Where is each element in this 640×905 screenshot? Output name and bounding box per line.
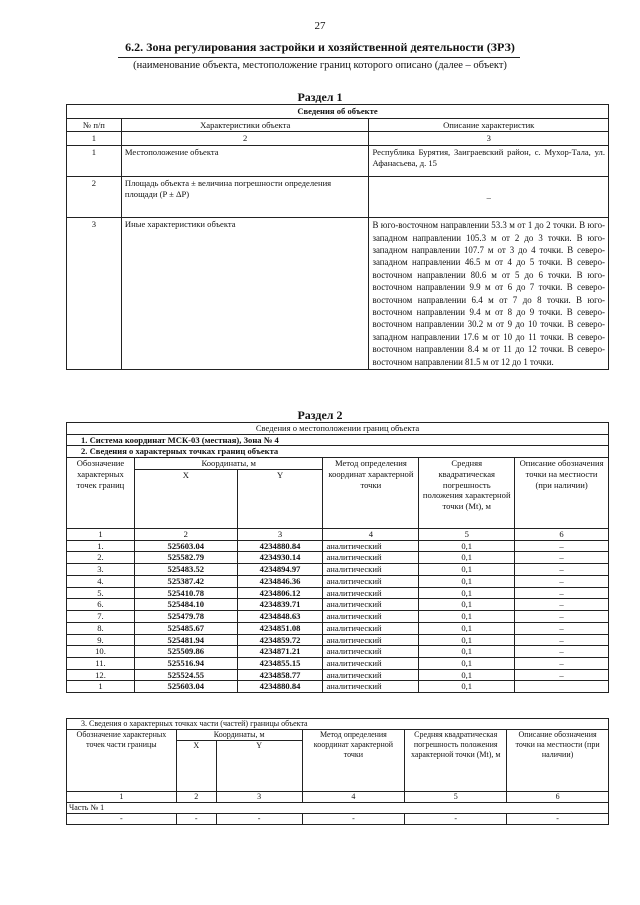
y-coordinate: 4234894.97	[237, 564, 323, 576]
method-value: аналитический	[323, 564, 419, 576]
part-label: Часть № 1	[67, 803, 609, 814]
point-label: 8.	[67, 622, 135, 634]
method-value: аналитический	[323, 552, 419, 564]
accuracy-value: 0,1	[419, 669, 515, 681]
point-label: 3.	[67, 564, 135, 576]
header-characteristic: Характеристики объекта	[121, 118, 369, 132]
point-label: 7.	[67, 611, 135, 623]
x-coordinate: 525509.86	[134, 646, 237, 658]
x-coordinate: 525603.04	[134, 540, 237, 552]
table-row	[67, 611, 609, 623]
x-coordinate: 525516.94	[134, 658, 237, 670]
col-number: 4	[323, 528, 419, 540]
accuracy-value: 0,1	[419, 658, 515, 670]
header-description: Описание обозначения точки на местности (при наличии)	[507, 730, 609, 792]
row-number: 2	[67, 177, 122, 218]
method-value: аналитический	[323, 669, 419, 681]
table-row	[67, 681, 609, 693]
point-label: 4.	[67, 575, 135, 587]
page-heading: 6.2. Зона регулирования застройки и хозяйственной деятельности (ЗРЗ)	[125, 40, 515, 54]
accuracy-value: 0,1	[419, 575, 515, 587]
accuracy-value: 0,1	[419, 540, 515, 552]
table-row	[67, 646, 609, 658]
y-coordinate: 4234880.84	[237, 540, 323, 552]
method-value: аналитический	[323, 599, 419, 611]
empty-cell: -	[176, 814, 216, 825]
col-number: 3	[237, 528, 323, 540]
table-row	[67, 146, 609, 177]
accuracy-value: 0,1	[419, 634, 515, 646]
x-coordinate: 525484.10	[134, 599, 237, 611]
x-coordinate: 525483.52	[134, 564, 237, 576]
x-coordinate: 525479.78	[134, 611, 237, 623]
point-label: 6.	[67, 599, 135, 611]
table-header-row	[67, 458, 609, 470]
y-coordinate: 4234880.84	[237, 681, 323, 693]
point-label: 5.	[67, 587, 135, 599]
empty-cell: -	[507, 814, 609, 825]
row-name: Площадь объекта ± величина погрешности определения площади (P ± ΔP)	[121, 177, 369, 218]
row-name: Иные характеристики объекта	[121, 218, 369, 370]
description-value: –	[515, 564, 609, 576]
x-coordinate: 525524.55	[134, 669, 237, 681]
table-row	[67, 564, 609, 576]
row-description: –	[369, 177, 609, 218]
method-value: аналитический	[323, 681, 419, 693]
coordinate-system: 1. Система координат МСК-03 (местная), Зона № 4	[67, 434, 609, 446]
part-points-table	[66, 718, 609, 825]
col-number: 6	[507, 792, 609, 803]
table-row	[67, 575, 609, 587]
object-info-table	[66, 104, 609, 370]
point-label: 1	[67, 681, 135, 693]
row-description: В юго-восточном направлении 53.3 м от 1 до 2 точки. В юго-западном направлении 105.3 м от 2 до 3 точки. В юго-западном направлении 107.7 м от 3 до 4 точки. В северо-западном направлении 46.5 м от 4 до 5 точки. В северо-восточном направлении 80.6 м от 5 до 6 точки. В юго-восточном направлении 9.9 м от 6 до 7 точки. В северо-восточном направлении 6.4 м от 7 до 8 точки. В юго-восточном направлении 9.4 м от 8 до 9 точки. В северо-восточном направлении 30.2 м от 9 до 10 точки. В северо-западном направлении 17.6 м от 10 до 11 точки. В северо-восточном направлении 8.4 м от 11 до 12 точки. В северо-восточном направлении 81.5 м от 12 до 1 точки.	[369, 218, 609, 370]
column-number-row	[67, 528, 609, 540]
method-value: аналитический	[323, 646, 419, 658]
empty-cell: -	[67, 814, 177, 825]
method-value: аналитический	[323, 611, 419, 623]
description-value	[515, 681, 609, 693]
point-label: 12.	[67, 669, 135, 681]
table-header-row	[67, 730, 609, 741]
table-row	[67, 177, 609, 218]
x-coordinate: 525410.78	[134, 587, 237, 599]
coordinates-table	[66, 422, 609, 693]
table-row	[67, 622, 609, 634]
x-coordinate: 525582.79	[134, 552, 237, 564]
object-info-title: Сведения об объекте	[67, 105, 609, 119]
column-number-row	[67, 132, 609, 146]
y-coordinate: 4234871.21	[237, 646, 323, 658]
section-1-title: Раздел 1	[297, 90, 343, 104]
col-number: 6	[515, 528, 609, 540]
description-value: –	[515, 669, 609, 681]
method-value: аналитический	[323, 575, 419, 587]
header-coords: Координаты, м	[134, 458, 323, 470]
point-label: 1.	[67, 540, 135, 552]
header-x: X	[176, 741, 216, 792]
col-number: 2	[134, 528, 237, 540]
col-number: 3	[369, 132, 609, 146]
col-number: 1	[67, 528, 135, 540]
y-coordinate: 4234848.63	[237, 611, 323, 623]
header-point: Обозначение характерных точек границ	[67, 458, 135, 529]
table-row	[67, 669, 609, 681]
description-value: –	[515, 587, 609, 599]
col-number: 4	[302, 792, 405, 803]
col-number: 1	[67, 132, 122, 146]
accuracy-value: 0,1	[419, 564, 515, 576]
description-value: –	[515, 634, 609, 646]
y-coordinate: 4234806.12	[237, 587, 323, 599]
method-value: аналитический	[323, 622, 419, 634]
part-section-title: 3. Сведения о характерных точках части (частей) границы объекта	[67, 719, 609, 730]
section-2-title: Раздел 2	[297, 408, 343, 422]
method-value: аналитический	[323, 634, 419, 646]
y-coordinate: 4234846.36	[237, 575, 323, 587]
column-number-row	[67, 792, 609, 803]
table-header-row	[67, 118, 609, 132]
heading-underline	[118, 57, 520, 58]
x-coordinate: 525485.67	[134, 622, 237, 634]
accuracy-value: 0,1	[419, 599, 515, 611]
y-coordinate: 4234851.08	[237, 622, 323, 634]
description-value: –	[515, 622, 609, 634]
header-description: Описание характеристик	[369, 118, 609, 132]
point-label: 9.	[67, 634, 135, 646]
header-y: Y	[216, 741, 302, 792]
table-row	[67, 552, 609, 564]
accuracy-value: 0,1	[419, 622, 515, 634]
table-row	[67, 658, 609, 670]
header-method: Метод определения координат характерной точки	[323, 458, 419, 529]
page-number: 27	[314, 20, 326, 32]
table-row	[67, 634, 609, 646]
y-coordinate: 4234859.72	[237, 634, 323, 646]
method-value: аналитический	[323, 658, 419, 670]
header-accuracy: Средняя квадратическая погрешность положения характерной точки (Mt), м	[419, 458, 515, 529]
header-num: № п/п	[67, 118, 122, 132]
table-row	[67, 540, 609, 552]
header-accuracy: Средняя квадратическая погрешность положения характерной точки (Mt), м	[405, 730, 507, 792]
x-coordinate: 525481.94	[134, 634, 237, 646]
row-name: Местоположение объекта	[121, 146, 369, 177]
table-row	[67, 599, 609, 611]
accuracy-value: 0,1	[419, 646, 515, 658]
point-label: 2.	[67, 552, 135, 564]
row-description: Республика Бурятия, Заиграевский район, с. Мухор-Тала, ул. Афанасьева, д. 15	[369, 146, 609, 177]
description-value: –	[515, 540, 609, 552]
point-label: 10.	[67, 646, 135, 658]
col-number: 1	[67, 792, 177, 803]
x-coordinate: 525387.42	[134, 575, 237, 587]
accuracy-value: 0,1	[419, 552, 515, 564]
description-value: –	[515, 611, 609, 623]
header-method: Метод определения координат характерной точки	[302, 730, 405, 792]
location-table-title: Сведения о местоположении границ объекта	[67, 423, 609, 435]
row-number: 1	[67, 146, 122, 177]
empty-cell: -	[216, 814, 302, 825]
empty-cell: -	[405, 814, 507, 825]
col-number: 2	[121, 132, 369, 146]
description-value: –	[515, 575, 609, 587]
table-row	[67, 218, 609, 370]
method-value: аналитический	[323, 540, 419, 552]
header-y: Y	[237, 469, 323, 528]
x-coordinate: 525603.04	[134, 681, 237, 693]
row-number: 3	[67, 218, 122, 370]
points-body	[67, 540, 609, 693]
points-subtitle: 2. Сведения о характерных точках границ объекта	[67, 446, 609, 458]
description-value: –	[515, 646, 609, 658]
accuracy-value: 0,1	[419, 681, 515, 693]
y-coordinate: 4234855.15	[237, 658, 323, 670]
description-value: –	[515, 599, 609, 611]
col-number: 5	[419, 528, 515, 540]
table-row	[67, 814, 609, 825]
description-value: –	[515, 552, 609, 564]
col-number: 2	[176, 792, 216, 803]
accuracy-value: 0,1	[419, 611, 515, 623]
col-number: 5	[405, 792, 507, 803]
point-label: 11.	[67, 658, 135, 670]
header-description: Описание обозначения точки на местности (при наличии)	[515, 458, 609, 529]
empty-cell: -	[302, 814, 405, 825]
y-coordinate: 4234930.14	[237, 552, 323, 564]
accuracy-value: 0,1	[419, 587, 515, 599]
table-row	[67, 587, 609, 599]
y-coordinate: 4234839.71	[237, 599, 323, 611]
page-subheading: (наименование объекта, местоположение границ которого описано (далее – объект)	[133, 60, 507, 71]
col-number: 3	[216, 792, 302, 803]
header-x: X	[134, 469, 237, 528]
y-coordinate: 4234858.77	[237, 669, 323, 681]
description-value: –	[515, 658, 609, 670]
method-value: аналитический	[323, 587, 419, 599]
header-coords: Координаты, м	[176, 730, 302, 741]
header-point: Обозначение характерных точек части границы	[67, 730, 177, 792]
